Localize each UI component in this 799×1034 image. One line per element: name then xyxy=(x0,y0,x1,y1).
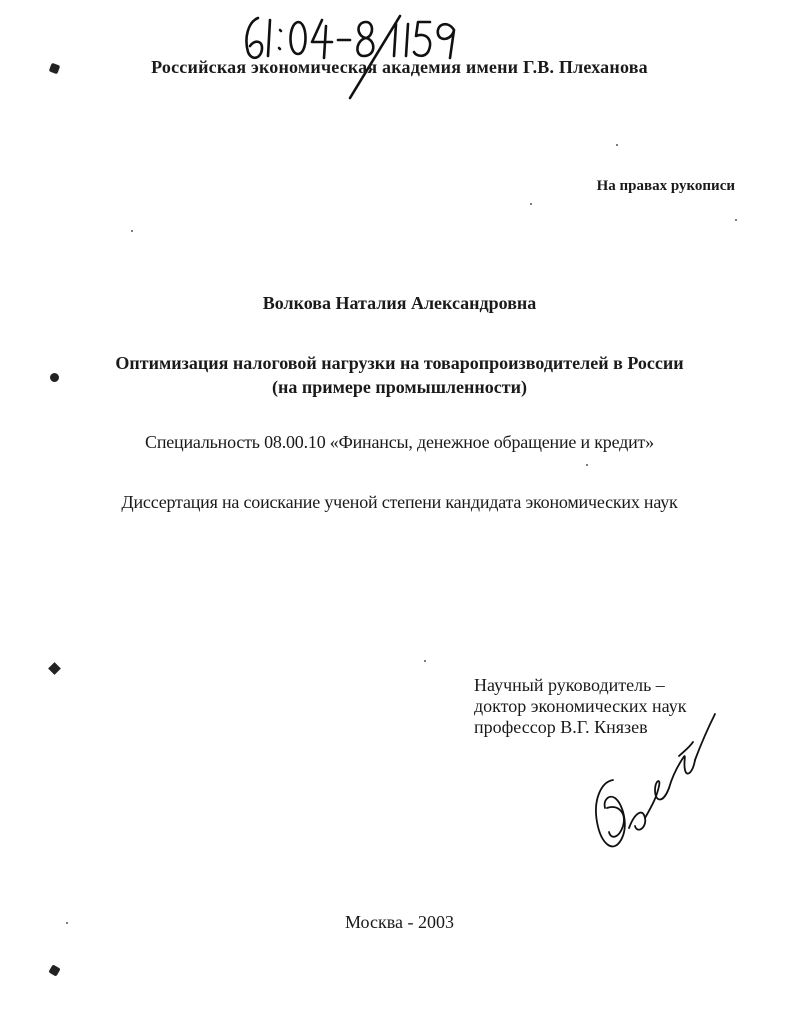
binding-mark xyxy=(48,964,60,976)
scan-speck xyxy=(131,230,133,232)
city-year: Москва - 2003 xyxy=(345,912,454,932)
binding-mark xyxy=(50,373,59,382)
supervisor-line-3: профессор В.Г. Князев xyxy=(474,717,648,737)
scan-speck xyxy=(735,219,737,221)
scan-speck xyxy=(66,922,68,924)
institution-name: Российская экономическая академия имени Г.В. Плеханова xyxy=(151,57,648,77)
scan-speck xyxy=(586,464,588,466)
author-name: Волкова Наталия Александровна xyxy=(262,293,537,313)
signature-image xyxy=(583,708,723,858)
supervisor-line-1: Научный руководитель – xyxy=(474,675,665,695)
dissertation-title xyxy=(0,351,799,399)
specialty: Специальность 08.00.10 «Финансы, денежное обращение и кредит» xyxy=(145,432,654,452)
scan-speck xyxy=(424,660,426,662)
rights-note: На правах рукописи xyxy=(596,178,735,194)
scan-speck xyxy=(616,144,618,146)
binding-mark xyxy=(48,662,61,675)
degree-statement: Диссертация на соискание ученой степени кандидата экономических наук xyxy=(121,492,678,512)
handwritten-archive-number xyxy=(228,4,468,104)
title-line-2: (на примере промышленности) xyxy=(272,377,527,397)
supervisor-line-2: доктор экономических наук xyxy=(474,696,687,716)
title-line-1: Оптимизация налоговой нагрузки на товаропроизводителей в России xyxy=(115,353,684,373)
scan-speck xyxy=(530,203,532,205)
